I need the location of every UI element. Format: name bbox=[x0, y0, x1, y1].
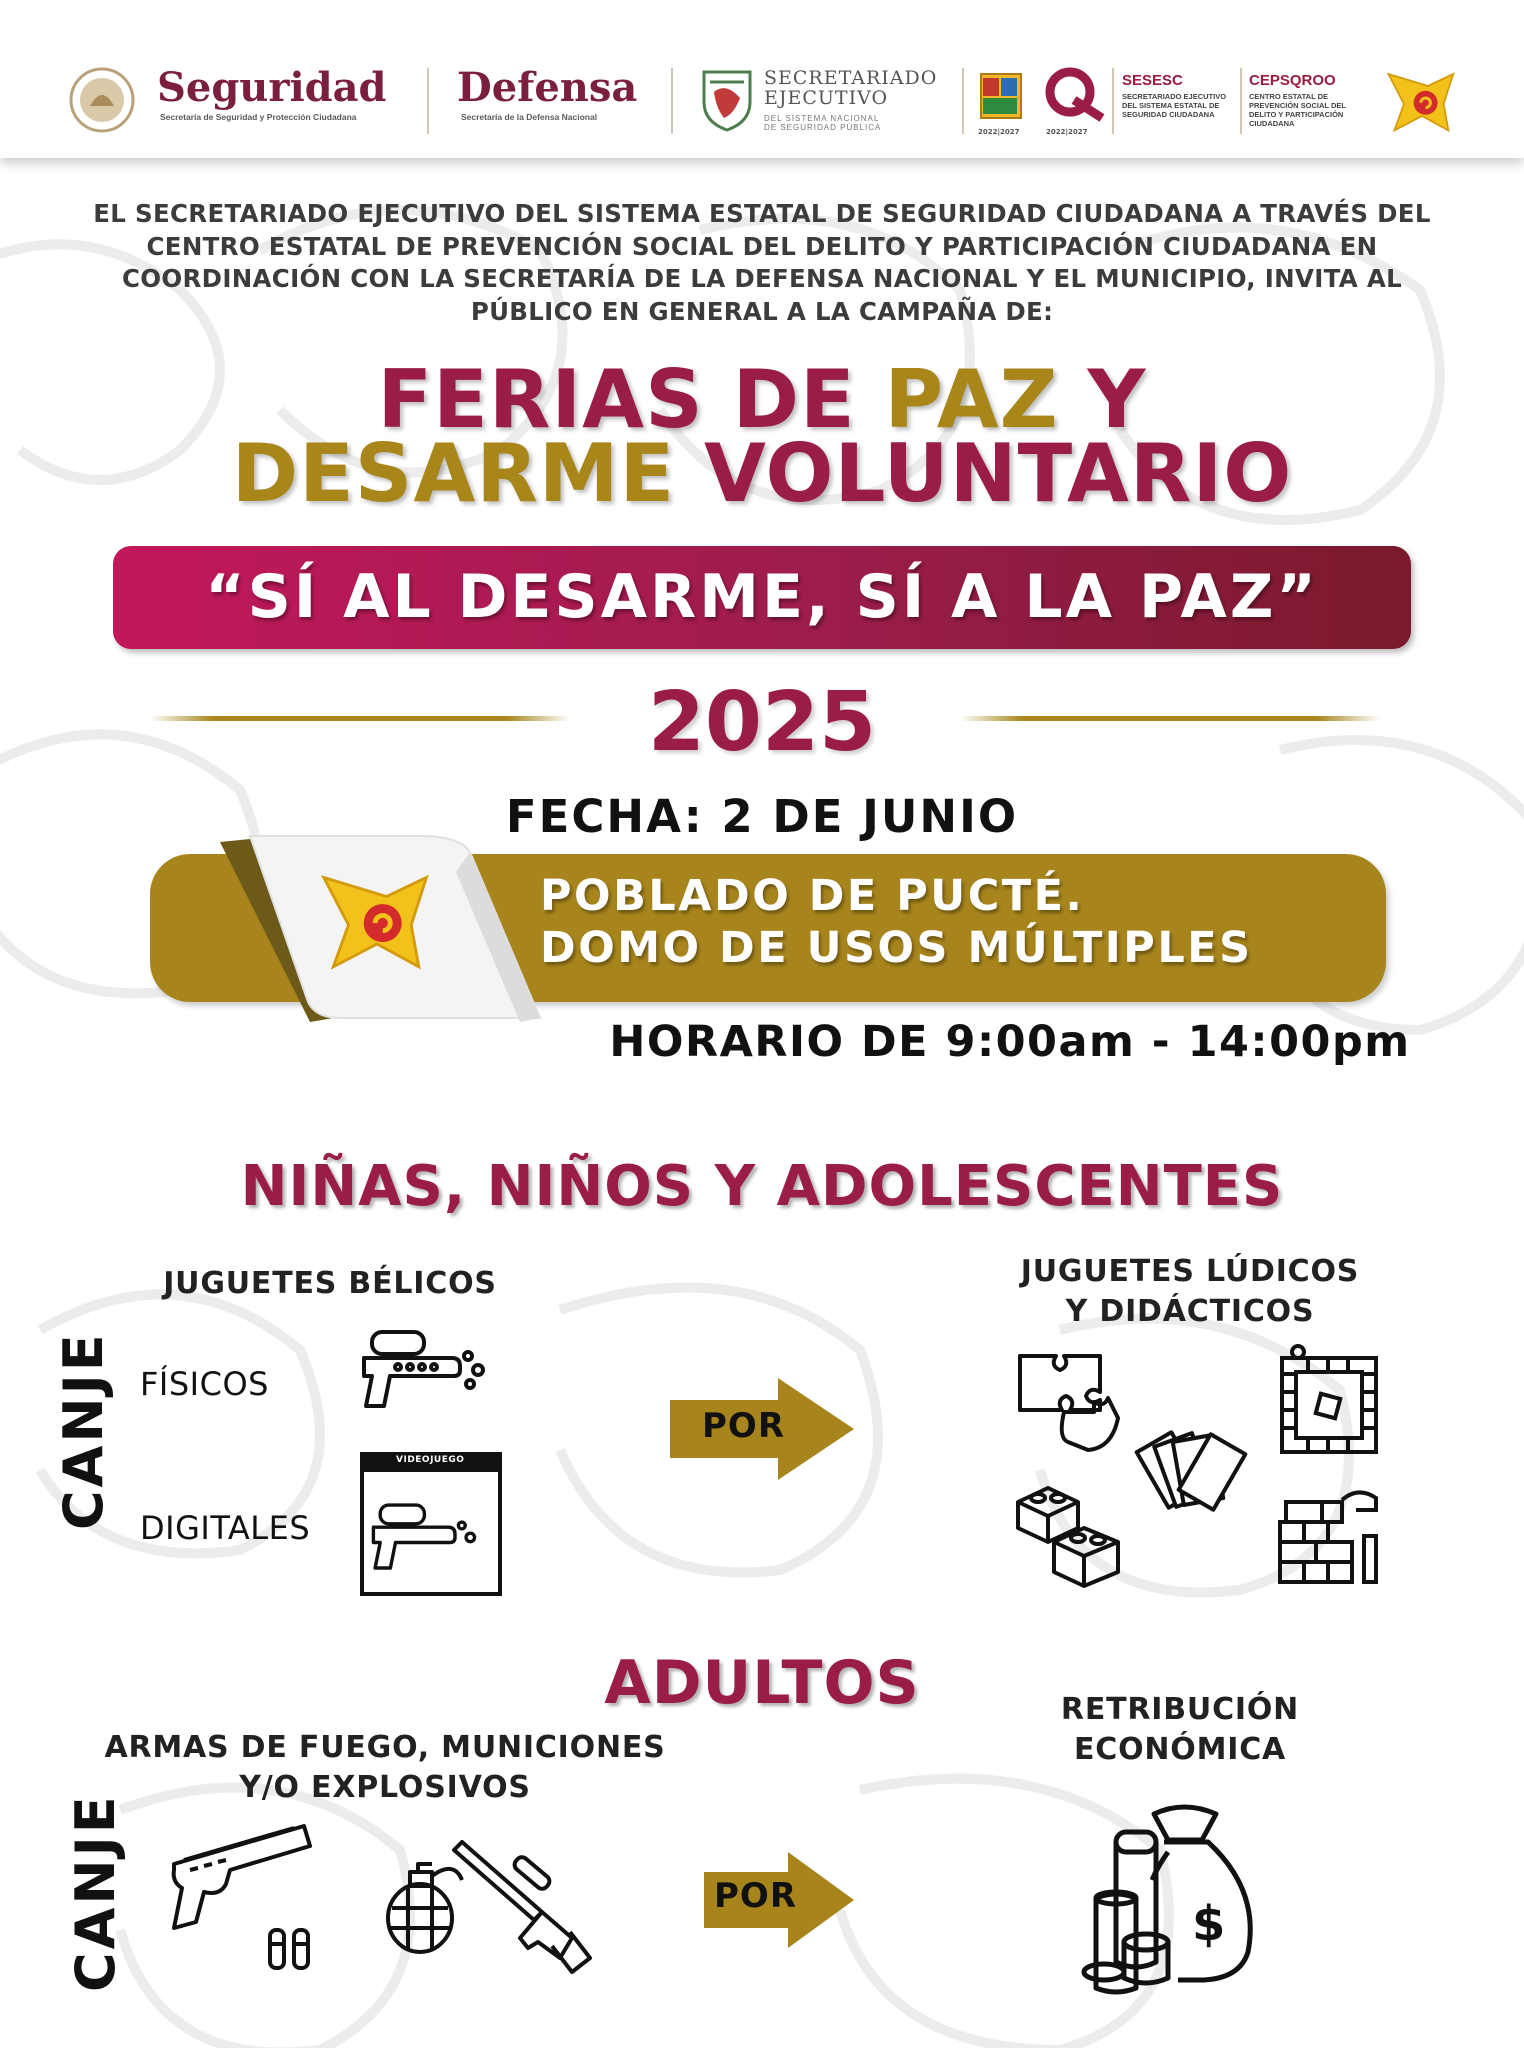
intro-line: PÚBLICO EN GENERAL A LA CAMPAÑA DE: bbox=[470, 296, 1054, 326]
adults-give-title bbox=[80, 1728, 690, 1808]
adults-por-label: POR bbox=[714, 1876, 798, 1916]
adults-get-title-1: RETRIBUCIÓN bbox=[1060, 1692, 1300, 1727]
kids-get-title-2: Y DIDÁCTICOS bbox=[1065, 1294, 1315, 1329]
kids-digitales-label: DIGITALES bbox=[140, 1509, 311, 1547]
stacking-tower-icon bbox=[1276, 1484, 1382, 1588]
adults-give-title-2: Y/O EXPLOSIVOS bbox=[239, 1770, 531, 1805]
header-divider bbox=[1240, 68, 1242, 134]
secretariado-title-2: EJECUTIVO bbox=[764, 87, 889, 109]
intro-line: CENTRO ESTATAL DE PREVENCIÓN SOCIAL DEL DELITO Y PARTICIPACIÓN CIUDADANA EN bbox=[146, 231, 1378, 261]
kids-get-title-1: JUGUETES LÚDICOS bbox=[1020, 1254, 1360, 1289]
adults-give-title-1: ARMAS DE FUEGO, MUNICIONES bbox=[104, 1730, 666, 1765]
campaign-year: 2025 bbox=[647, 675, 877, 770]
puzzle-icon bbox=[1016, 1352, 1122, 1454]
kids-por-label: POR bbox=[702, 1406, 786, 1446]
rifle-icon bbox=[456, 1836, 596, 1976]
intro-line: EL SECRETARIADO EJECUTIVO DEL SISTEMA ESTATAL DE SEGURIDAD CIUDADANA A TRAVÉS DEL bbox=[93, 199, 1431, 228]
kids-section-heading: NIÑAS, NIÑOS Y ADOLESCENTES bbox=[240, 1154, 1284, 1219]
location-line-1: POBLADO DE PUCTÉ. bbox=[540, 871, 1085, 921]
cepsqroo-star-logo-icon bbox=[1386, 66, 1458, 136]
sesesc-name: SESESC bbox=[1122, 72, 1183, 89]
secretariado-sub-1: DEL SISTEMA NACIONAL bbox=[764, 114, 880, 123]
cepsqroo-sub-4: CIUDADANA bbox=[1249, 119, 1295, 128]
header-divider bbox=[1112, 68, 1114, 134]
mexico-seal-icon bbox=[68, 66, 136, 134]
event-schedule: HORARIO DE 9:00am - 14:00pm bbox=[609, 1017, 1411, 1067]
slogan-banner bbox=[113, 546, 1411, 649]
seguridad-logo-name: Seguridad bbox=[157, 64, 387, 111]
quintana-roo-emblem-icon bbox=[979, 66, 1023, 124]
q-logo-years: 2022|2027 bbox=[1046, 128, 1088, 136]
adults-section-heading: ADULTOS bbox=[604, 1648, 920, 1718]
kids-fisicos-label: FÍSICOS bbox=[140, 1365, 269, 1403]
defensa-logo-sub: Secretaría de la Defensa Nacional bbox=[461, 112, 598, 122]
intro-paragraph bbox=[40, 198, 1484, 328]
campaign-title-line-2 bbox=[0, 427, 1524, 520]
title-part: VOLUNTARIO bbox=[675, 427, 1293, 520]
title-part-highlight: PAZ bbox=[884, 353, 1059, 446]
event-date: FECHA: 2 DE JUNIO bbox=[505, 790, 1019, 843]
toy-water-gun-icon bbox=[360, 1326, 490, 1422]
adults-get-title-2: ECONÓMICA bbox=[1073, 1732, 1287, 1767]
building-blocks-icon bbox=[1014, 1480, 1122, 1588]
secretariado-title-1: SECRETARIADO bbox=[764, 67, 938, 89]
q-logo-icon bbox=[1040, 66, 1106, 122]
kids-get-title bbox=[980, 1252, 1400, 1332]
grenade-icon bbox=[378, 1856, 468, 1956]
sesesc-sub-2: DEL SISTEMA ESTATAL DE bbox=[1122, 101, 1220, 110]
adults-canje-label: CANJE bbox=[64, 1793, 127, 1992]
money-bag-icon bbox=[1080, 1802, 1260, 1994]
defensa-logo-name: Defensa bbox=[457, 64, 638, 111]
sesesc-sub-1: SECRETARIADO EJECUTIVO bbox=[1122, 92, 1227, 101]
board-game-icon bbox=[1278, 1344, 1380, 1456]
secretariado-sub-2: DE SEGURIDAD PÚBLICA bbox=[764, 123, 882, 132]
video-game-label: VIDEOJUEGO bbox=[396, 1455, 465, 1465]
location-line-2: DOMO DE USOS MÚLTIPLES bbox=[540, 923, 1253, 973]
location-logo-card bbox=[220, 832, 550, 1028]
quintana-roo-years: 2022|2027 bbox=[978, 128, 1020, 136]
sesesc-sub-3: SEGURIDAD CIUDADANA bbox=[1122, 110, 1215, 119]
dollar-sign-glyph: $ bbox=[1192, 1896, 1226, 1952]
slogan-text: “SÍ AL DESARME, SÍ A LA PAZ” bbox=[205, 562, 1319, 632]
header-divider bbox=[427, 68, 429, 134]
seguridad-logo-sub: Secretaría de Seguridad y Protección Ciudadana bbox=[160, 112, 357, 122]
title-part: FERIAS DE bbox=[377, 353, 885, 446]
kids-canje-label: CANJE bbox=[52, 1331, 115, 1530]
adults-get-title bbox=[1000, 1690, 1360, 1770]
title-part: Y bbox=[1058, 353, 1147, 446]
cepsqroo-sub-3: DELITO Y PARTICIPACIÓN bbox=[1249, 110, 1344, 119]
header-bar bbox=[0, 0, 1524, 158]
cepsqroo-name: CEPSQROO bbox=[1249, 72, 1336, 89]
header-divider bbox=[962, 68, 964, 134]
intro-line: COORDINACIÓN CON LA SECRETARÍA DE LA DEFENSA NACIONAL Y EL MUNICIPIO, INVITA AL bbox=[121, 264, 1403, 293]
cepsqroo-sub-2: PREVENCIÓN SOCIAL DEL bbox=[1249, 101, 1346, 110]
header-divider bbox=[671, 68, 673, 134]
playing-cards-icon bbox=[1140, 1428, 1250, 1518]
kids-give-title: JUGUETES BÉLICOS bbox=[163, 1266, 497, 1301]
pistol-icon bbox=[170, 1824, 330, 1984]
cepsqroo-sub-1: CENTRO ESTATAL DE bbox=[1249, 92, 1329, 101]
title-part-highlight: DESARME bbox=[231, 427, 676, 520]
sesnsp-shield-icon bbox=[700, 68, 754, 132]
video-game-screen-icon bbox=[360, 1452, 502, 1596]
